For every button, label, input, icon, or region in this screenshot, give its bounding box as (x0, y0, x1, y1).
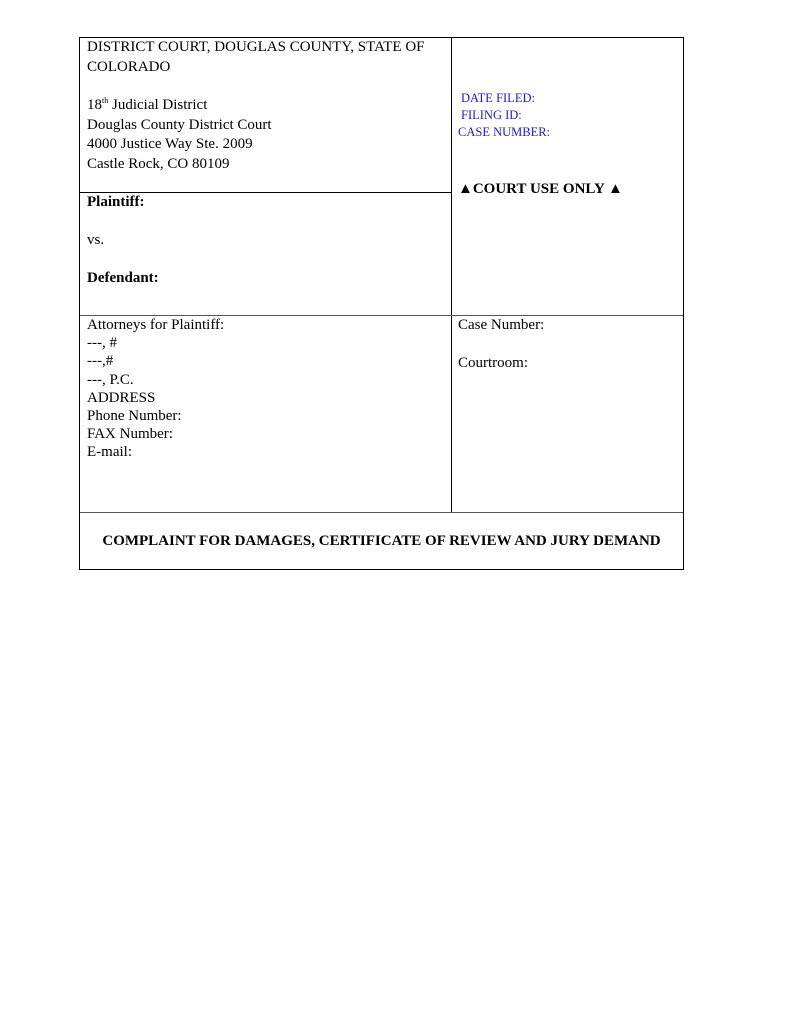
court-use-only: ▲COURT USE ONLY ▲ (458, 181, 623, 197)
court-info (87, 38, 425, 174)
attorney-line: ---, P.C. (87, 371, 134, 388)
court-name: Douglas County District Court (87, 116, 272, 133)
court-line-1: DISTRICT COURT, DOUGLAS COUNTY, STATE OF (87, 39, 425, 55)
case-info (458, 316, 544, 373)
attorney-line: ADDRESS (87, 389, 156, 406)
caption-vertical-divider (451, 38, 452, 512)
defendant-label: Defendant: (87, 270, 159, 286)
attorney-line: E-mail: (87, 444, 132, 461)
filing-stamp (458, 90, 550, 140)
court-line-2: COLORADO (87, 58, 171, 75)
filing-id-label: FILING ID: (461, 107, 522, 122)
parties (87, 193, 159, 288)
attorney-line: FAX Number: (87, 426, 173, 443)
attorney-heading: Attorneys for Plaintiff: (87, 317, 225, 333)
attorney-info (87, 316, 224, 462)
attorney-line: ---,# (87, 353, 114, 370)
attorney-line: ---, # (87, 335, 117, 352)
case-number-stamp-label: CASE NUMBER: (458, 124, 551, 139)
court-street: 4000 Justice Way Ste. 2009 (87, 136, 253, 152)
courtroom-label: Courtroom: (458, 355, 528, 371)
document-title: COMPLAINT FOR DAMAGES, CERTIFICATE OF REVIEW AND JURY DEMAND (102, 532, 661, 549)
attorney-line: Phone Number: (87, 408, 182, 425)
judicial-district: 18th Judicial District (87, 96, 208, 113)
court-city: Castle Rock, CO 80109 (87, 155, 230, 172)
case-number-label: Case Number: (458, 317, 545, 333)
case-caption-box (79, 37, 684, 570)
versus-label: vs. (87, 232, 105, 248)
date-filed-label: DATE FILED: (461, 91, 535, 105)
plaintiff-label: Plaintiff: (87, 194, 145, 210)
